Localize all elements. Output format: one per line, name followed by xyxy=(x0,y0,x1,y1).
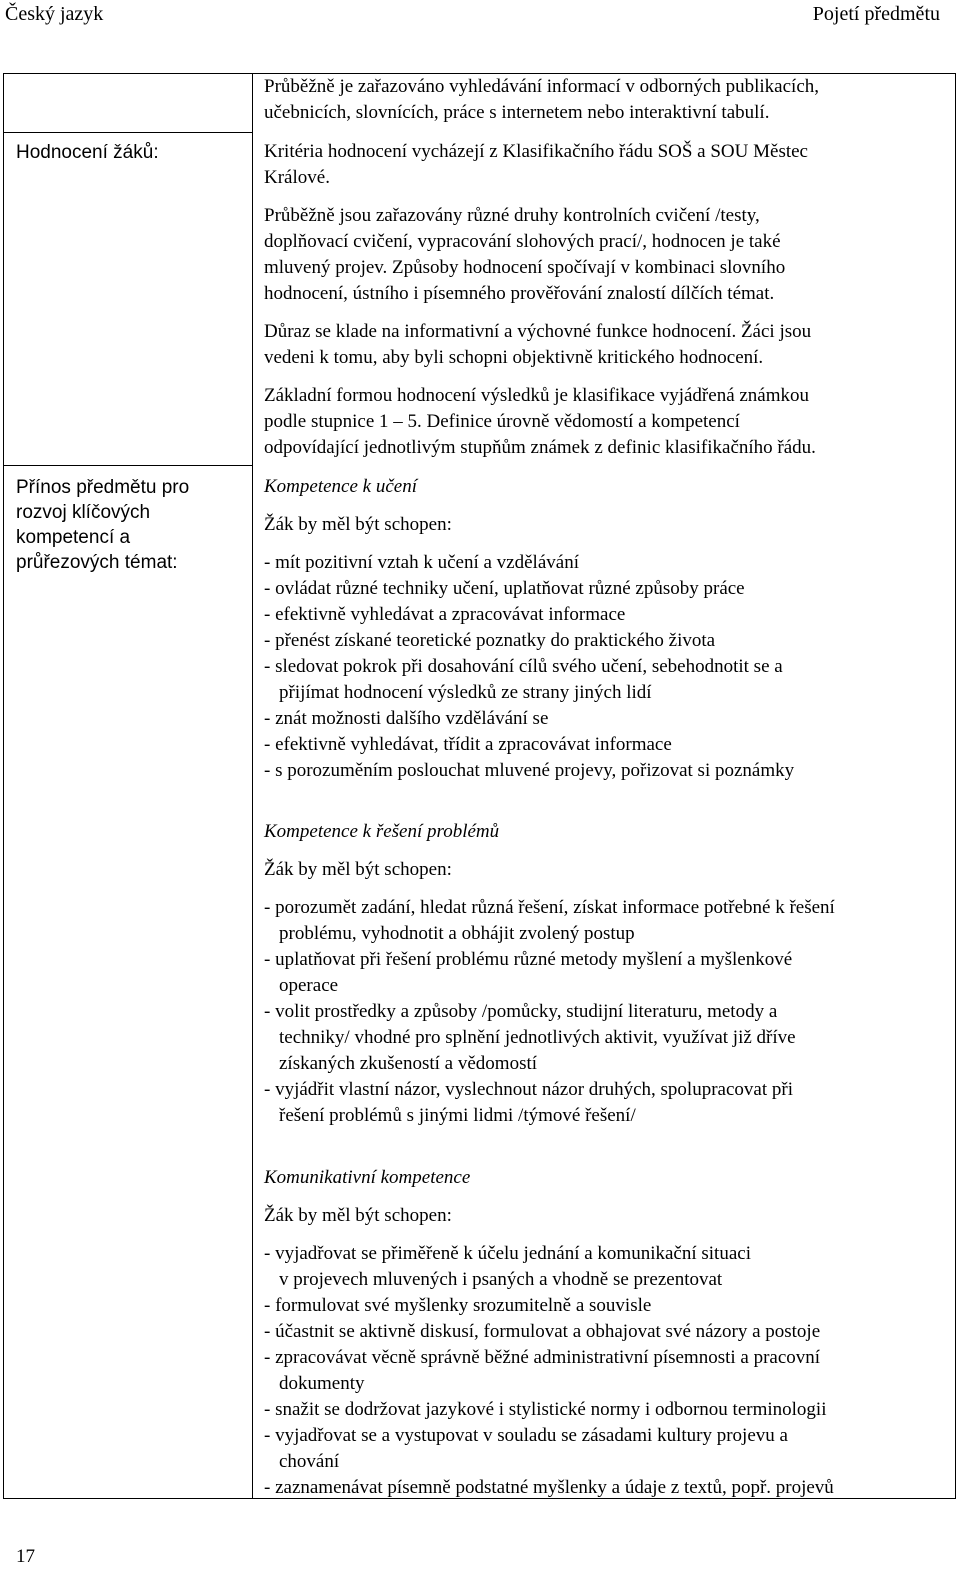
list-item-continuation: techniky/ vhodné pro splnění jednotlivých aktivit, využívat již dříve xyxy=(279,1027,796,1048)
list-item: - zpracovávat věcně správně běžné administrativní písemnosti a pracovní xyxy=(264,1347,821,1368)
evaluation-line: Kritéria hodnocení vycházejí z Klasifikačního řádu SOŠ a SOU Městec xyxy=(264,141,808,162)
competence-lead: Žák by měl být schopen: xyxy=(264,514,452,535)
competence-lead: Žák by měl být schopen: xyxy=(264,859,452,880)
evaluation-line: vedeni k tomu, aby byli schopni objektivně kritického hodnocení. xyxy=(264,347,764,368)
list-item-continuation: získaných zkušeností a vědomostí xyxy=(279,1053,538,1074)
list-item-continuation: chování xyxy=(279,1451,340,1472)
competence-list xyxy=(264,895,944,1129)
list-item: - vyjadřovat se přiměřeně k účelu jednání a komunikační situaci xyxy=(264,1243,751,1264)
list-item: - mít pozitivní vztah k učení a vzdělávání xyxy=(264,552,579,573)
label-contribution xyxy=(16,475,189,575)
competence-list xyxy=(264,550,944,784)
competence-title: Komunikativní kompetence xyxy=(264,1167,471,1188)
header-section: Pojetí předmětu xyxy=(812,3,940,25)
list-item: - porozumět zadání, hledat různá řešení, získat informace potřebné k řešení xyxy=(264,897,835,918)
list-item: - znát možnosti dalšího vzdělávání se xyxy=(264,708,549,729)
list-item-continuation: řešení problémů s jinými lidmi /týmové řešení/ xyxy=(279,1105,636,1126)
list-item: - účastnit se aktivně diskusí, formulovat a obhajovat své názory a postoje xyxy=(264,1321,821,1342)
intro-text xyxy=(264,74,944,126)
evaluation-paragraph-2 xyxy=(264,203,944,307)
table-border-right xyxy=(955,73,956,1499)
header-subject: Český jazyk xyxy=(5,3,104,25)
page-number: 17 xyxy=(16,1546,35,1567)
evaluation-line: hodnocení, ústního i písemného prověřování znalostí dílčích témat. xyxy=(264,283,775,304)
list-item-continuation: v projevech mluvených i psaných a vhodně se prezentovat xyxy=(279,1269,723,1290)
list-item-continuation: operace xyxy=(279,975,339,996)
list-item: - ovládat různé techniky učení, uplatňovat různé způsoby práce xyxy=(264,578,745,599)
list-item: - efektivně vyhledávat, třídit a zpracovávat informace xyxy=(264,734,672,755)
list-item: - uplatňovat při řešení problému různé metody myšlení a myšlenkové xyxy=(264,949,793,970)
competence-learning xyxy=(264,474,944,784)
table-border-left xyxy=(3,73,4,1499)
evaluation-line: doplňovací cvičení, vypracování slohových prací/, hodnocen je také xyxy=(264,231,781,252)
evaluation-line: odpovídající jednotlivým stupňům známek z definic klasifikačního řádu. xyxy=(264,437,816,458)
label-row-divider-1 xyxy=(3,132,252,133)
list-item: - formulovat své myšlenky srozumitelně a souvisle xyxy=(264,1295,652,1316)
evaluation-paragraph-3 xyxy=(264,319,944,371)
evaluation-line: podle stupnice 1 – 5. Definice úrovně vědomostí a kompetencí xyxy=(264,411,740,432)
competence-list xyxy=(264,1241,944,1501)
intro-line: Průběžně je zařazováno vyhledávání informací v odborných publikacích, xyxy=(264,76,820,97)
list-item: - sledovat pokrok při dosahování cílů svého učení, sebehodnotit se a xyxy=(264,656,783,677)
list-item: - zaznamenávat písemně podstatné myšlenky a údaje z textů, popř. projevů xyxy=(264,1477,834,1498)
label-contribution-line: rozvoj klíčových xyxy=(16,502,151,523)
evaluation-line: Základní formou hodnocení výsledků je klasifikace vyjádřená známkou xyxy=(264,385,810,406)
list-item-continuation: problému, vyhodnotit a obhájit zvolený postup xyxy=(279,923,635,944)
competence-title: Kompetence k řešení problémů xyxy=(264,821,500,842)
list-item: - volit prostředky a způsoby /pomůcky, studijní literaturu, metody a xyxy=(264,1001,778,1022)
label-contribution-line: průřezových témat: xyxy=(16,552,178,573)
list-item: - efektivně vyhledávat a zpracovávat informace xyxy=(264,604,626,625)
competence-communication xyxy=(264,1165,944,1501)
intro-line: učebnicích, slovnících, práce s internetem nebo interaktivní tabulí. xyxy=(264,102,770,123)
list-item: - snažit se dodržovat jazykové i stylistické normy i odbornou terminologii xyxy=(264,1399,827,1420)
label-contribution-line: kompetencí a xyxy=(16,527,131,548)
label-contribution-line: Přínos předmětu pro xyxy=(16,477,190,498)
list-item: - s porozuměním poslouchat mluvené projevy, pořizovat si poznámky xyxy=(264,760,795,781)
competence-title: Kompetence k učení xyxy=(264,476,417,497)
table-column-divider xyxy=(252,73,253,1499)
evaluation-line: Králové. xyxy=(264,167,330,188)
list-item-continuation: přijímat hodnocení výsledků ze strany jiných lidí xyxy=(279,682,652,703)
list-item: - přenést získané teoretické poznatky do praktického života xyxy=(264,630,716,651)
label-row-divider-2 xyxy=(3,465,252,466)
evaluation-paragraph-1 xyxy=(264,139,944,191)
list-item-continuation: dokumenty xyxy=(279,1373,365,1394)
list-item: - vyjádřit vlastní názor, vyslechnout názor druhých, spolupracovat při xyxy=(264,1079,793,1100)
competence-problems xyxy=(264,819,944,1129)
evaluation-paragraph-4 xyxy=(264,383,944,461)
label-evaluation: Hodnocení žáků: xyxy=(16,142,159,163)
competence-lead: Žák by měl být schopen: xyxy=(264,1205,452,1226)
evaluation-line: Průběžně jsou zařazovány různé druhy kontrolních cvičení /testy, xyxy=(264,205,760,226)
list-item: - vyjadřovat se a vystupovat v souladu se zásadami kultury projevu a xyxy=(264,1425,788,1446)
evaluation-line: mluvený projev. Způsoby hodnocení spočívají v kombinaci slovního xyxy=(264,257,786,278)
evaluation-line: Důraz se klade na informativní a výchovné funkce hodnocení. Žáci jsou xyxy=(264,321,812,342)
